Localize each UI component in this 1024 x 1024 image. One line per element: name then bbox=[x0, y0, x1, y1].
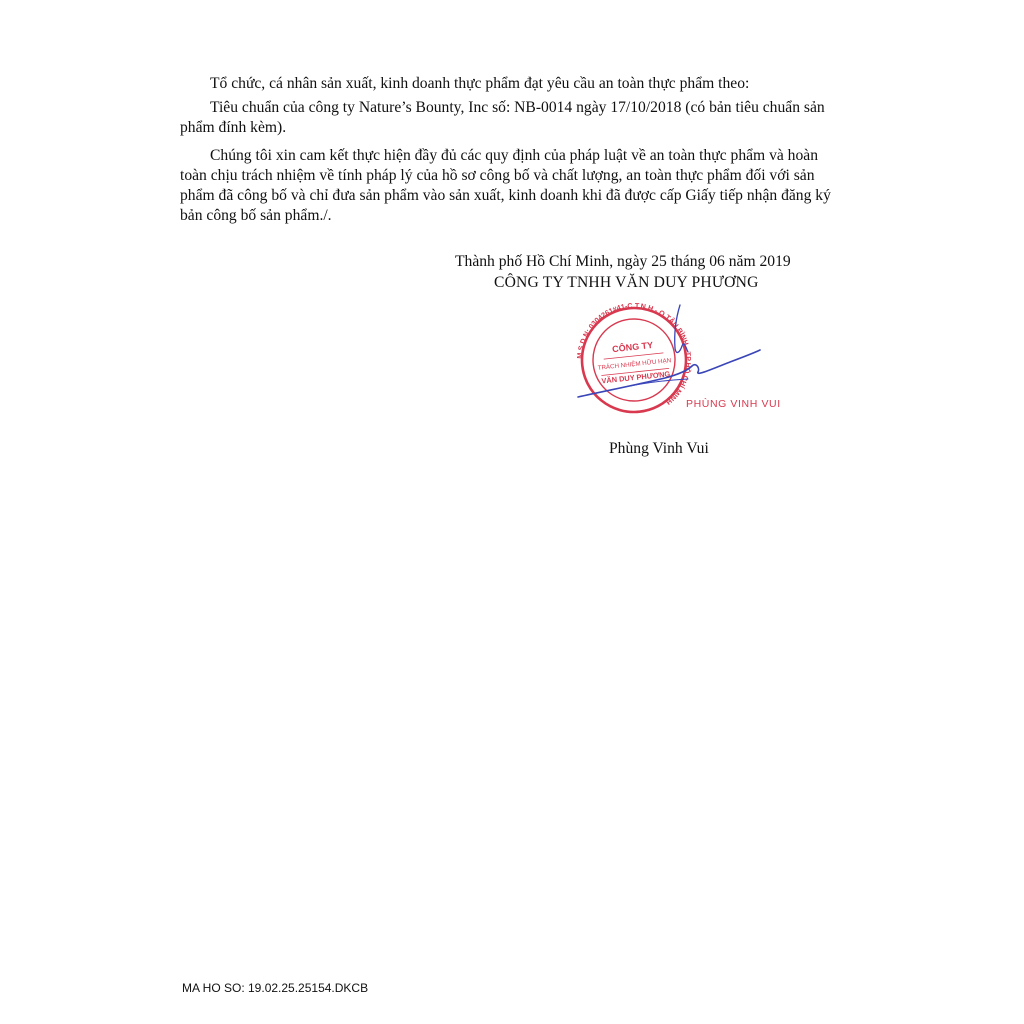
company-seal-and-signature bbox=[570, 300, 800, 430]
place-and-date: Thành phố Hồ Chí Minh, ngày 25 tháng 06 năm 2019 bbox=[455, 253, 791, 270]
seal-center-line: CÔNG TY bbox=[611, 339, 654, 355]
paragraph-commitment: Chúng tôi xin cam kết thực hiện đầy đủ các quy định của pháp luật về an toàn thực phẩm và hoàn toàn chịu trách nhiệm về tính pháp lý của hồ sơ công bố và chất lượng, an toàn thực phẩm đối với sản phẩm đã công bố và chỉ đưa sản phẩm vào sản xuất, kinh doanh khi đã được cấp Giấy tiếp nhận đăng ký bản công bố sản phẩm./. bbox=[180, 147, 831, 224]
signer-name-stamp: PHÙNG VINH VUI bbox=[686, 398, 781, 410]
seal-ring-text: M.S.D.N: 0304261#41-C.T.N.H - Q.TÂN BÌNH - TP.HỒ CHÍ MINH bbox=[574, 300, 694, 407]
seal-signature-graphic bbox=[570, 300, 800, 430]
seal-center-line: TRÁCH NHIỆM HỮU HẠN bbox=[597, 357, 672, 372]
paragraph-standard-reference: Tiêu chuẩn của công ty Nature’s Bounty, Inc số: NB-0014 ngày 17/10/2018 (có bản tiêu chuẩn sản phẩm đính kèm). bbox=[180, 99, 825, 136]
signer-name: Phùng Vinh Vui bbox=[609, 440, 709, 457]
dossier-code: MA HO SO: 19.02.25.25154.DKCB bbox=[182, 981, 369, 995]
company-name: CÔNG TY TNHH VĂN DUY PHƯƠNG bbox=[494, 274, 759, 291]
paragraph-producer-requirement: Tổ chức, cá nhân sản xuất, kinh doanh thực phẩm đạt yêu cầu an toàn thực phẩm theo: bbox=[210, 75, 750, 92]
company-seal bbox=[570, 300, 698, 418]
seal-center-line: VĂN DUY PHƯƠNG bbox=[601, 369, 671, 386]
